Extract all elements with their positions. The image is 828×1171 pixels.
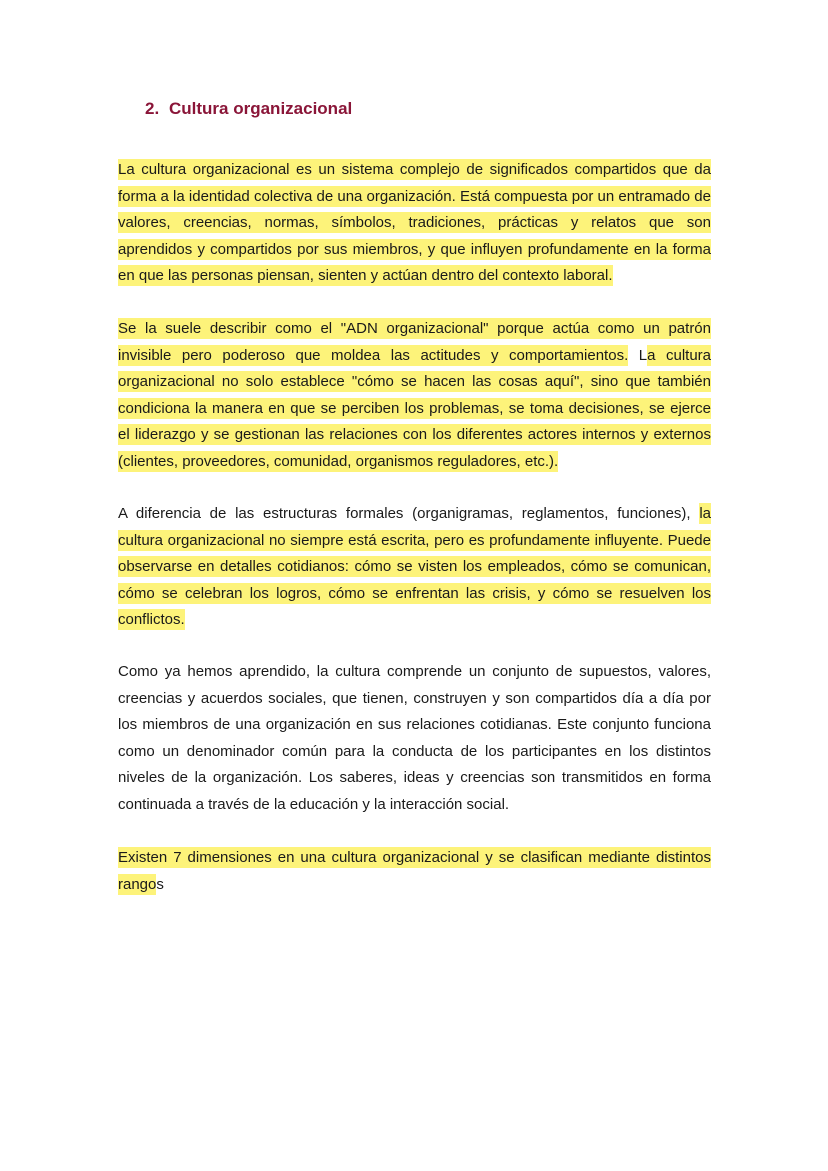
- highlighted-text: a cultura organizacional no solo establece "cómo se hacen las cosas aquí", sino que también condiciona la manera en que se perciben los problemas, se toma decisiones, se ejerce el liderazgo y se gestionan las relaciones con los diferentes actores internos y externos (clientes, proveedores, comunidad, organismos reguladores, etc.).: [118, 346, 711, 470]
- highlighted-text: Existen 7 dimensiones en una cultura organizacional y se clasifican mediante distintos rango: [118, 849, 711, 893]
- section-title: Cultura organizacional: [169, 99, 353, 118]
- section-number: 2.: [145, 99, 160, 118]
- paragraph-culture-assumptions: [118, 659, 711, 818]
- highlighted-text: la cultura organizacional no siempre está escrita, pero es profundamente influyente. Puede observarse en detalles cotidianos: cómo se visten los empleados, cómo se comunican, cómo se celebran los logros, cómo se enfrentan las crisis, y cómo se resuelven los conflictos.: [118, 505, 711, 628]
- paragraph-definition: [118, 157, 711, 290]
- section-heading: [145, 98, 352, 120]
- paragraph-adn: [118, 316, 711, 475]
- paragraph-dimensions: [118, 845, 711, 898]
- plain-text: s: [156, 875, 164, 893]
- highlighted-text: Se la suele describir como el "ADN organizacional" porque actúa como un patrón invisible pero poderoso que moldea las actitudes y comportamientos.: [118, 320, 711, 364]
- plain-text: Como ya hemos aprendido, la cultura comprende un conjunto de supuestos, valores, creencias y acuerdos sociales, que tienen, construyen y son compartidos día a día por los miembros de una organización en sus relaciones cotidianas. Este conjunto funciona como un denominador común para la conducta de los participantes en los distintos niveles de la organización. Los saberes, ideas y creencias son transmitidos en forma continuada a través de la educación y la interacción social.: [118, 663, 711, 813]
- plain-text: A diferencia de las estructuras formales (organigramas, reglamentos, funciones),: [118, 505, 700, 522]
- plain-text: L: [628, 346, 648, 364]
- paragraph-formal-structures: [118, 501, 711, 634]
- highlighted-text: La cultura organizacional es un sistema complejo de significados compartidos que da forma a la identidad colectiva de una organización. Está compuesta por un entramado de valores, creencias, normas, símbolos, tradiciones, prácticas y relatos que son aprendidos y compartidos por sus miembros, y que influyen profundamente en la forma en que las personas piensan, sienten y actúan dentro del contexto laboral.: [118, 161, 711, 284]
